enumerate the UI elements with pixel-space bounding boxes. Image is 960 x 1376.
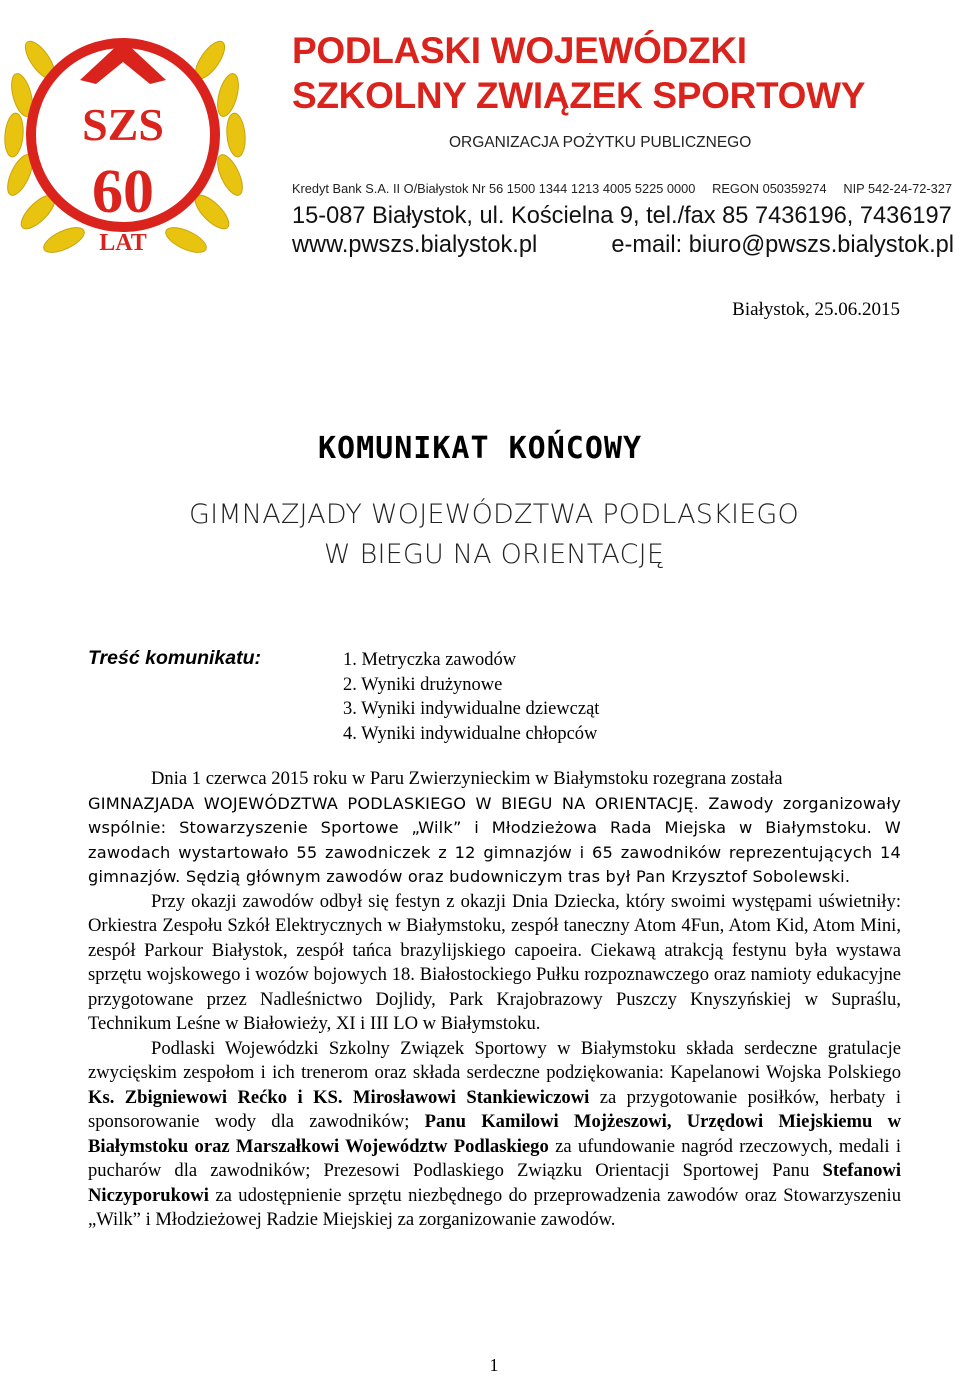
org-status: ORGANIZACJA POŻYTKU PUBLICZNEGO (449, 134, 752, 151)
nip: NIP 542-24-72-327 (843, 181, 952, 196)
document-subtitle (0, 495, 960, 575)
address: 15-087 Białystok, ul. Kościelna 9, tel./fax 85 7436196, 7436197 (292, 203, 952, 229)
regon: REGON 050359274 (712, 181, 827, 196)
bank-account: Kredyt Bank S.A. II O/Białystok Nr 56 1500 1344 1213 4005 5225 0000 (292, 181, 696, 196)
email-link[interactable]: e-mail: biuro@pwszs.bialystok.pl (611, 232, 954, 258)
list-item: 2. Wyniki drużynowe (343, 674, 503, 695)
subtitle-line1: GIMNAZJADY WOJEWÓDZTWA PODLASKIEGO (189, 499, 799, 530)
contents-label: Treść komunikatu: (88, 647, 262, 669)
document-date: Białystok, 25.06.2015 (732, 299, 900, 320)
bank-line (292, 181, 952, 196)
web-line (292, 232, 954, 259)
svg-text:60: 60 (92, 158, 154, 226)
svg-text:SZS: SZS (82, 99, 164, 150)
szs-logo (0, 0, 250, 270)
paragraph-3: Podlaski Wojewódzki Szkolny Związek Sportowy w Białymstoku składa serdeczne gratulacje zwycięskim zespołom i ich trenerom oraz składa serdeczne podziękowania: Kapelanowi Wojska Polskiego Ks. Zbigniewowi Rećko i KS. Mirosławowi Stankiewiczowi za przygotowanie posiłków, herbaty i sponsorowanie wody dla zawodników; Panu Kamilowi Mojżeszowi, Urzędowi Miejskiemu w Białymstoku oraz Marszałkowi Województw Podlaskiego za ufundowanie nagród rzeczowych, medali i pucharów dla zawodników; Prezesowi Podlaskiego Związku Orientacji Sportowej Panu Stefanowi Niczyporukowi za udostępnienie sprzętu niezbędnego do przeprowadzenia zawodów oraz Stowarzyszeniu „Wilk” i Młodzieżowej Radzie Miejskiej za zorganizowanie zawodów. (88, 1037, 901, 1230)
document-title: KOMUNIKAT KOŃCOWY (317, 431, 643, 466)
contents-list (343, 648, 599, 746)
paragraph-2: Przy okazji zawodów odbył się festyn z okazji Dnia Dziecka, który swoimi występami uświetniły: Orkiestra Zespołu Szkół Elektrycznych w Białymstoku, zespół taneczny Atom 4Fun, Atom Kid, Atom Mini, zespół Parkour Białystok, zespół tańca brazylijskiego capoeira. Ciekawą atrakcją festynu była wystawa sprzętu wojskowego i wozów bojowych 18. Białostockiego Pułku rozpoznawczego oraz namioty edukacyjne przygotowane przez Nadleśnictwo Dojlidy, Park Krajobrazowy Puszczy Knyszyńskiej w Supraślu, Technikum Leśne w Białowieży, XI i III LO w Białymstoku. (88, 890, 901, 1034)
page-number: 1 (489, 1355, 499, 1375)
list-item: 3. Wyniki indywidualne dziewcząt (343, 699, 600, 719)
list-item: 1. Metryczka zawodów (343, 650, 517, 670)
website-link[interactable]: www.pwszs.bialystok.pl (292, 232, 538, 258)
org-name-line2: SZKOLNY ZWIĄZEK SPORTOWY (292, 75, 866, 116)
paragraph-1: Dnia 1 czerwca 2015 roku w Paru Zwierzynieckim w Białymstoku rozegrana została GIMNAZJADA WOJEWÓDZTWA PODLASKIEGO W BIEGU NA ORIENTACJĘ. Zawody zorganizowały wspólnie: Stowarzyszenie Sportowe „Wilk” i Młodzieżowa Rada Miejska w Białymstoku. W zawodach wystartowało 55 zawodniczek z 12 gimnazjów i 65 zawodników reprezentujących 14 gimnazjów. Sędzią głównym zawodów oraz budowniczym tras był Pan Krzysztof Sobolewski. (88, 768, 901, 886)
body-text (88, 767, 901, 1233)
list-item: 4. Wyniki indywidualne chłopców (343, 723, 598, 744)
subtitle-line2: W BIEGU NA ORIENTACJĘ (323, 539, 665, 570)
org-name (292, 28, 952, 118)
org-name-line1: PODLASKI WOJEWÓDZKI (292, 30, 747, 71)
svg-text:LAT: LAT (99, 230, 147, 256)
